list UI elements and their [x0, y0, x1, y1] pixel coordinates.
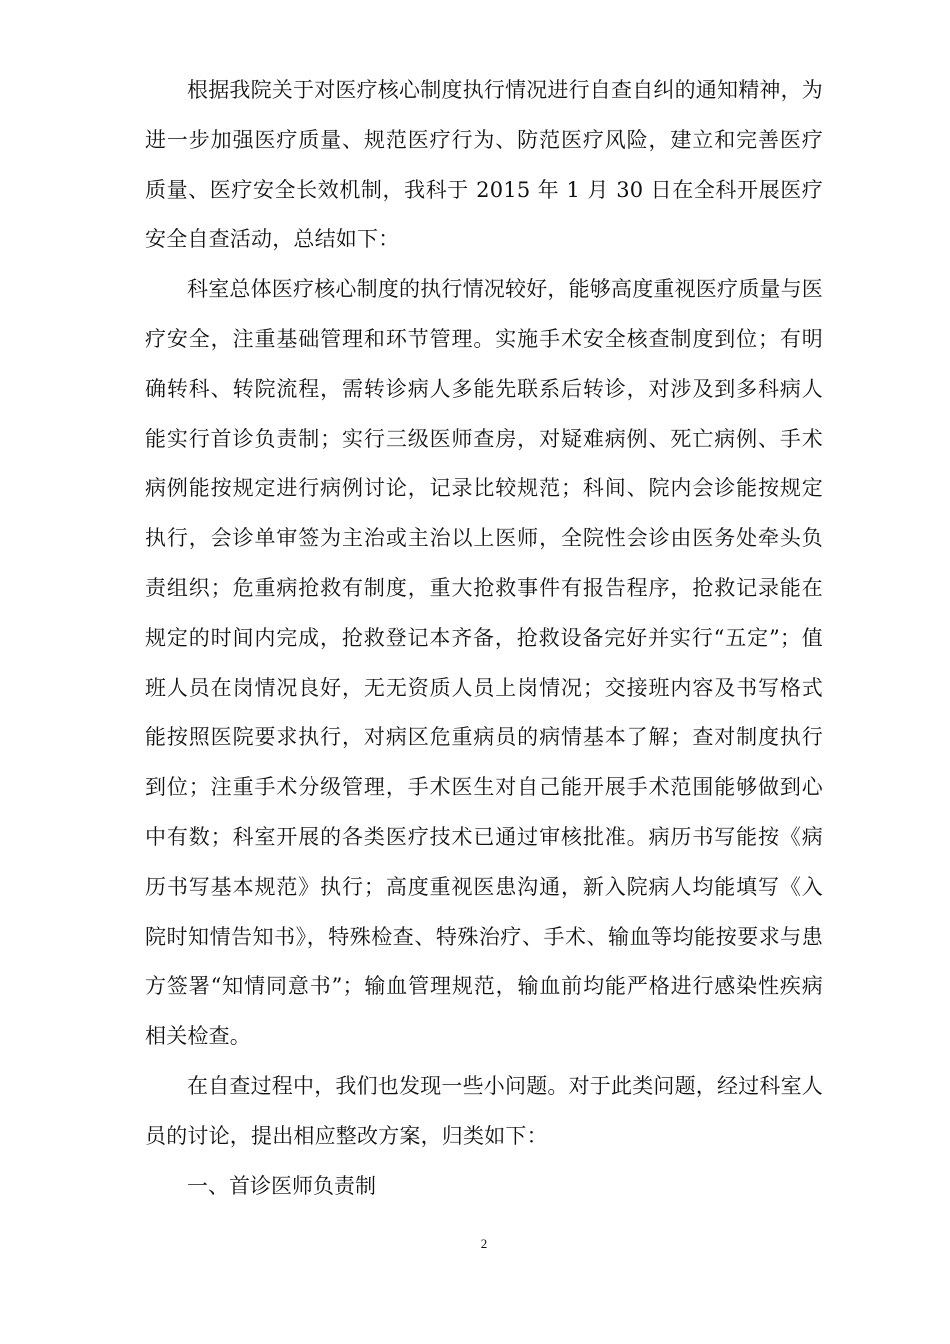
document-page	[145, 0, 823, 1344]
paragraph-problems: 在自查过程中，我们也发现一些小问题。对于此类问题，经过科室人员的讨论，提出相应整改方案，归类如下：	[145, 1073, 823, 1148]
paragraph-summary: 科室总体医疗核心制度的执行情况较好，能够高度重视医疗质量与医疗安全，注重基础管理和环节管理。实施手术安全核查制度到位；有明确转科、转院流程，需转诊病人多能先联系后转诊，对涉及到多科病人能实行首诊负责制；实行三级医师查房，对疑难病例、死亡病例、手术病例能按规定进行病例讨论，记录比较规范；科间、院内会诊能按规定执行，会诊单审签为主治或主治以上医师，全院性会诊由医务处牵头负责组织；危重病抢救有制度，重大抢救事件有报告程序，抢救记录能在规定的时间内完成，抢救登记本齐备，抢救设备完好并实行“五定”；值班人员在岗情况良好，无无资质人员上岗情况；交接班内容及书写格式能按照医院要求执行，对病区危重病员的病情基本了解；查对制度执行到位；注重手术分级管理，手术医生对自己能开展手术范围能够做到心中有数；科室开展的各类医疗技术已通过审核批准。病历书写能按《病历书写基本规范》执行；高度重视医患沟通，新入院病人均能填写《入院时知情告知书》，特殊检查、特殊治疗、手术、输血等均能按要求与患方签署“知情同意书”；输血管理规范，输血前均能严格进行感染性疾病相关检查。	[145, 277, 823, 1049]
page-number: 2	[480, 1236, 488, 1251]
document-body	[145, 66, 823, 1211]
section-heading: 一、首诊医师负责制	[187, 1173, 376, 1198]
paragraph-intro: 根据我院关于对医疗核心制度执行情况进行自查自纠的通知精神，为进一步加强医疗质量、规范医疗行为、防范医疗风险，建立和完善医疗质量、医疗安全长效机制，我科于 2015 年 1 月 30 日在全科开展医疗安全自查活动，总结如下：	[145, 78, 823, 252]
